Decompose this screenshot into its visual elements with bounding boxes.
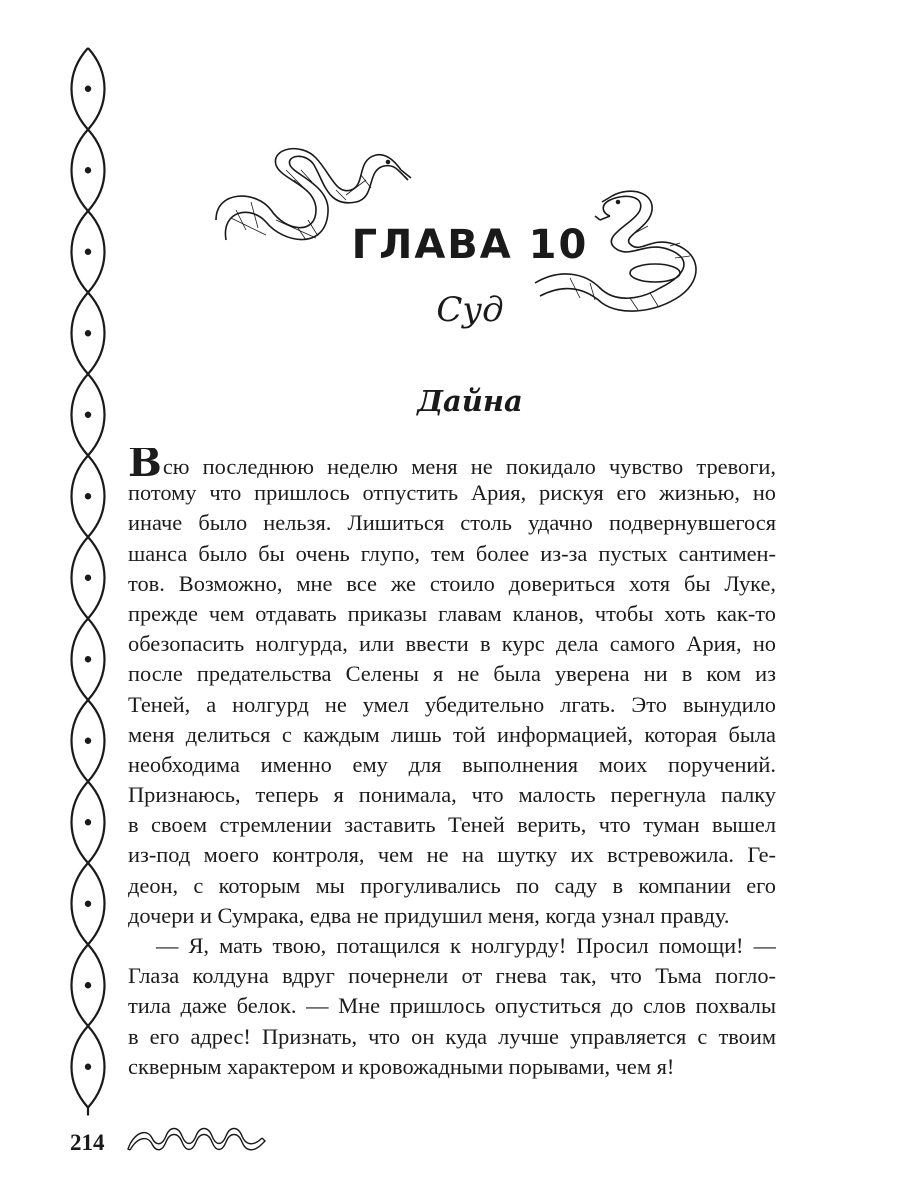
vine-dot [85,493,91,499]
text-line-content: сю последнюю неделю меня не покидало чувство тревоги, [162,454,776,479]
snake-wave-icon [126,1116,266,1156]
vine-dot [85,330,91,336]
text-line: Глаза колдуна вдруг почернели от гнева так, что Тьма погло- [128,963,776,989]
body-text [128,448,776,1082]
text-line: обезопасить нолгурда, или ввести в курс дела самого Ария, но [128,631,776,657]
text-line: деон, с которым мы прогуливались по саду в компании его [128,872,776,898]
text-line: из-под моего контроля, чем не на шутку их встревожила. Ге- [128,842,776,868]
text-line: тов. Возможно, мне все же стоило довериться хотя бы Луке, [128,570,776,596]
text-line: тила даже белок. — Мне пришлось опуститься до слов похвалы [128,993,776,1019]
vine-dot [85,86,91,92]
vine-dot [85,982,91,988]
vine-border-ornament [62,44,114,1134]
text-line: в его адрес! Признать, что он куда лучше управляется с твоим [128,1023,776,1049]
text-line: Признаюсь, теперь я понимала, что малость перегнула палку [128,782,776,808]
text-line: необходима именно ему для выполнения моих поручений. [128,751,776,777]
drop-cap: В [128,448,162,479]
text-line: шанса было бы очень глупо, тем более из-за пустых сантимен- [128,540,776,566]
page-number: 214 [70,1130,105,1155]
vine-dot [85,738,91,744]
chapter-subtitle: Суд [436,290,504,330]
text-line: потому что пришлось отпустить Ария, рискуя его жизнью, но [128,480,776,506]
vine-dot [85,901,91,907]
text-line: иначе было нельзя. Лишиться столь удачно подвернувшегося [128,510,776,536]
vine-dot [85,819,91,825]
text-line: после предательства Селены я не была уверена ни в ком из [128,661,776,687]
vine-dot [85,1064,91,1070]
text-line [128,448,776,478]
text-line: меня делиться с каждым лишь той информацией, которая была [128,721,776,747]
text-line: в своем стремлении заставить Теней верить, что туман вышел [128,812,776,838]
text-line: Теней, а нолгурд не умел убедительно лгать. Это вынудило [128,691,776,717]
text-line: прежде чем отдавать приказы главам кланов, чтобы хоть как-то [128,600,776,626]
vine-dot [85,656,91,662]
vine-dot [85,575,91,581]
text-line: скверным характером и кровожадными порывами, чем я! [128,1053,675,1079]
text-line: — Я, мать твою, потащился к нолгурду! Просил помощи! — [156,933,776,958]
section-heading: Дайна [417,384,523,418]
text-line: дочери и Сумрака, едва не придушил меня, когда узнал правду. [128,902,730,928]
chapter-title: ГЛАВА 10 [351,222,589,268]
vine-dot [85,167,91,173]
